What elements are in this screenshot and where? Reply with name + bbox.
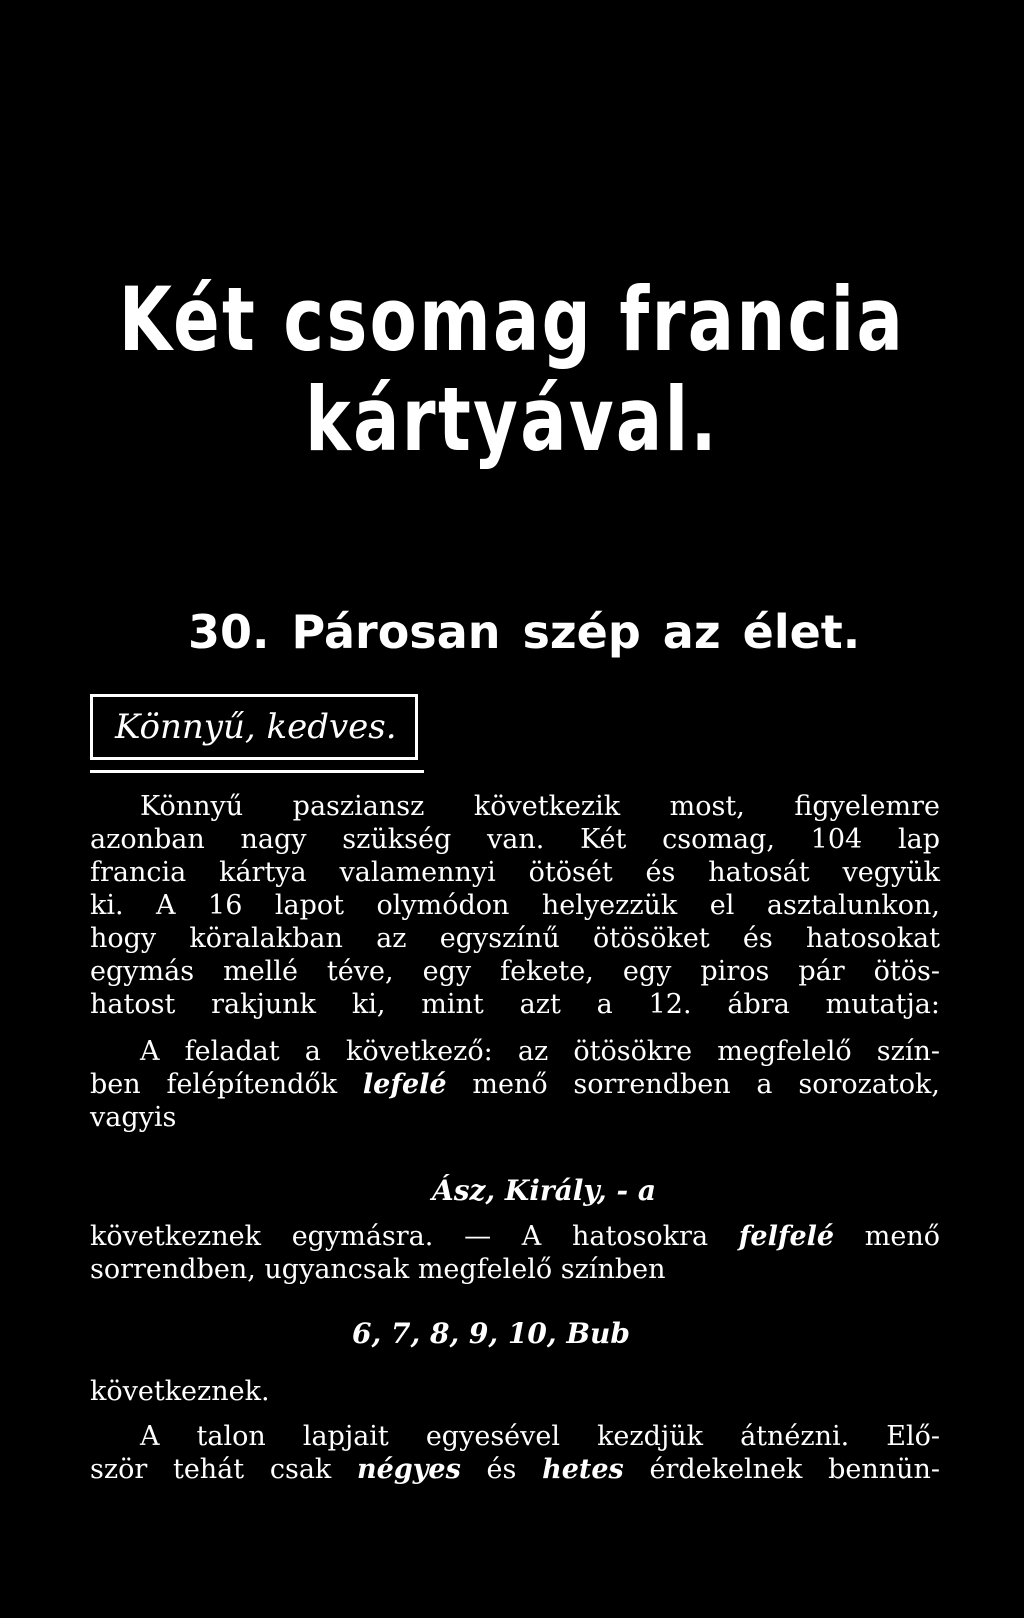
- card-sequence-ascending: 6, 7, 8, 9, 10, Bub: [352, 1317, 630, 1350]
- text-run: ben felépítendők: [90, 1069, 363, 1100]
- paragraph-line: azonban nagy szükség van. Két csomag, 104 lap: [90, 824, 940, 855]
- paragraph-line: hogy köralakban az egyszínű ötösöket és hatosokat: [90, 923, 940, 954]
- paragraph-line: Könnyű pasziansz következik most, figyelemre: [140, 791, 940, 822]
- page-title-line-2: kártyával.: [305, 368, 719, 471]
- text-run: menő: [834, 1221, 940, 1252]
- paragraph-intro: [90, 790, 940, 1021]
- paragraph-sixes: [90, 1220, 940, 1286]
- paragraph-line: következnek.: [90, 1376, 270, 1407]
- paragraph-line: vagyis: [90, 1102, 177, 1133]
- paragraph-line: A talon lapjait egyesével kezdjük átnézni. Elő-: [140, 1421, 940, 1452]
- paragraph-line: sorrendben, ugyancsak megfelelő színben: [90, 1254, 666, 1285]
- difficulty-label: Könnyű, kedves.: [115, 707, 397, 747]
- section-heading: 30. Párosan szép az élet.: [188, 605, 861, 659]
- paragraph-line: A feladat a következő: az ötösökre megfelelő szín-: [140, 1036, 940, 1067]
- difficulty-box: [90, 694, 418, 760]
- emphasis-text: lefelé: [362, 1069, 447, 1100]
- paragraph-line: francia kártya valamennyi ötösét és hatosát vegyük: [90, 857, 940, 888]
- paragraph-line: hatost rakjunk ki, mint azt a 12. ábra mutatja:: [90, 989, 940, 1020]
- text-run: ször tehát csak: [90, 1454, 358, 1485]
- text-run: következnek egymásra. — A hatosokra: [90, 1221, 739, 1252]
- paragraph-line: ki. A 16 lapot olymódon helyezzük el asztalunkon,: [90, 890, 940, 921]
- page-title-line-1: Két csomag francia: [118, 268, 906, 371]
- card-sequence-descending: Ász, Király, - a: [432, 1174, 656, 1207]
- paragraph-line: [90, 1453, 940, 1486]
- paragraph-task: [90, 1035, 940, 1134]
- text-run: és: [460, 1454, 543, 1485]
- difficulty-box-underline: [90, 770, 424, 773]
- paragraph-talon: [90, 1420, 940, 1486]
- paragraph-line: [90, 1068, 940, 1101]
- emphasis-text: hetes: [542, 1454, 624, 1485]
- emphasis-text: felfelé: [738, 1221, 835, 1252]
- text-run: érdekelnek bennün-: [623, 1454, 941, 1485]
- paragraph-line: egymás mellé téve, egy fekete, egy piros pár ötös-: [90, 956, 940, 987]
- paragraph-line: [90, 1220, 940, 1253]
- emphasis-text: négyes: [357, 1454, 461, 1485]
- text-run: menő sorrendben a sorozatok,: [446, 1069, 940, 1100]
- paragraph-follow: [90, 1375, 940, 1408]
